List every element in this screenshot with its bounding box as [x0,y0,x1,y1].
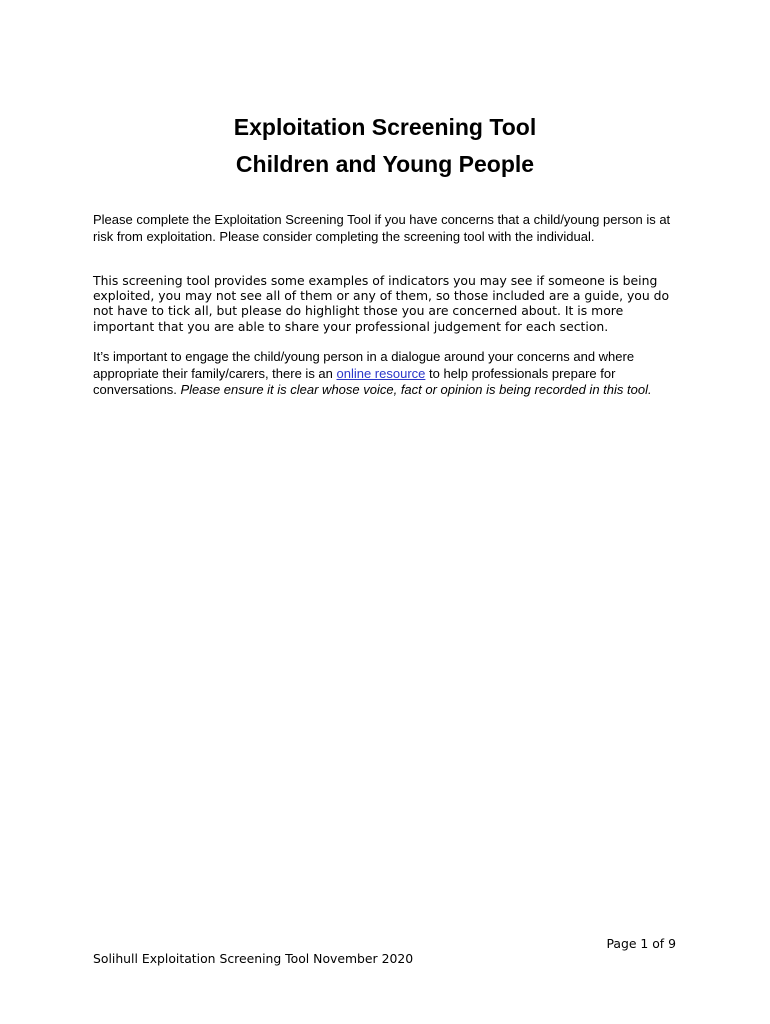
engagement-italic-note: Please ensure it is clear whose voice, fact or opinion is being recorded in this tool. [180,382,652,397]
engagement-text-middle: to help professionals prepare for conversations. [93,365,616,397]
engagement-text-start: It’s important to engage the child/young person in a dialogue around your concerns and where appropriate their family/carers, there is an [93,349,635,381]
page-number: Page 1 of 9 [606,936,676,951]
online-resource-link[interactable]: online resource [336,365,426,381]
footer-text: Solihull Exploitation Screening Tool November 2020 [93,951,414,966]
document-subtitle: Children and Young People [235,151,535,177]
document-title: Exploitation Screening Tool [233,114,537,140]
intro-paragraph: Please complete the Exploitation Screening Tool if you have concerns that a child/young person is at risk from exploitation. Please consider completing the screening tool with the individual. [93,212,671,244]
indicators-paragraph: This screening tool provides some examples of indicators you may see if someone is being exploited, you may not see all of them or any of them, so those included are a guide, you do not have to tick all, but please do highlight those you are concerned about. It is more important that you are able to share your professional judgement for each section. [93,273,670,334]
engagement-paragraph [93,349,683,399]
